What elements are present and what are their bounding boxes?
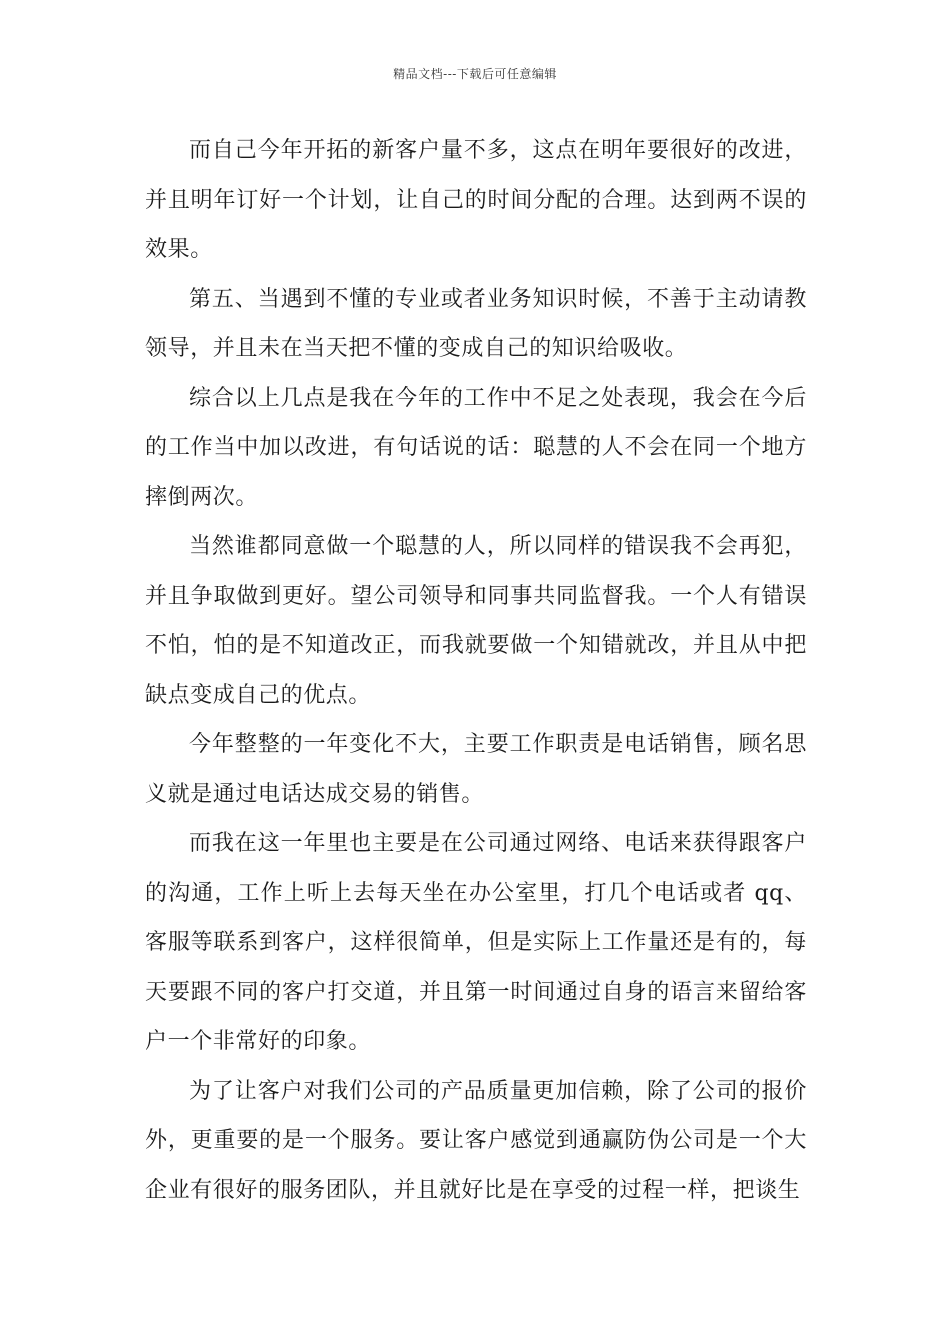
paragraph: 而我在这一年里也主要是在公司通过网络、电话来获得跟客户的沟通，工作上听上去每天坐在办公室里，打几个电话或者 qq、客服等联系到客户，这样很简单，但是实际上工作量还是有的，每天要跟不同的客户打交道，并且第一时间通过自身的语言来留给客户一个非常好的印象。 [145,831,807,1054]
document-body [145,126,807,1215]
paragraph: 为了让客户对我们公司的产品质量更加信赖，除了公司的报价外，更重要的是一个服务。要让客户感觉到通赢防伪公司是一个大企业有很好的服务团队，并且就好比是在享受的过程一样，把谈生 [145,1078,807,1203]
paragraph: 综合以上几点是我在今年的工作中不足之处表现，我会在今后的工作当中加以改进，有句话说的话：聪慧的人不会在同一个地方摔倒两次。 [145,385,807,510]
paragraph: 今年整整的一年变化不大，主要工作职责是电话销售，顾名思义就是通过电话达成交易的销售。 [145,732,807,807]
page-header: 精品文档---下载后可任意编辑 [393,67,557,81]
paragraph: 当然谁都同意做一个聪慧的人，所以同样的错误我不会再犯，并且争取做到更好。望公司领导和同事共同监督我。一个人有错误不怕，怕的是不知道改正，而我就要做一个知错就改，并且从中把缺点变成自己的优点。 [145,534,807,708]
paragraph: 而自己今年开拓的新客户量不多，这点在明年要很好的改进，并且明年订好一个计划，让自己的时间分配的合理。达到两不误的效果。 [145,138,807,262]
paragraph: 第五、当遇到不懂的专业或者业务知识时候，不善于主动请教领导，并且未在当天把不懂的变成自己的知识给吸收。 [145,286,807,361]
